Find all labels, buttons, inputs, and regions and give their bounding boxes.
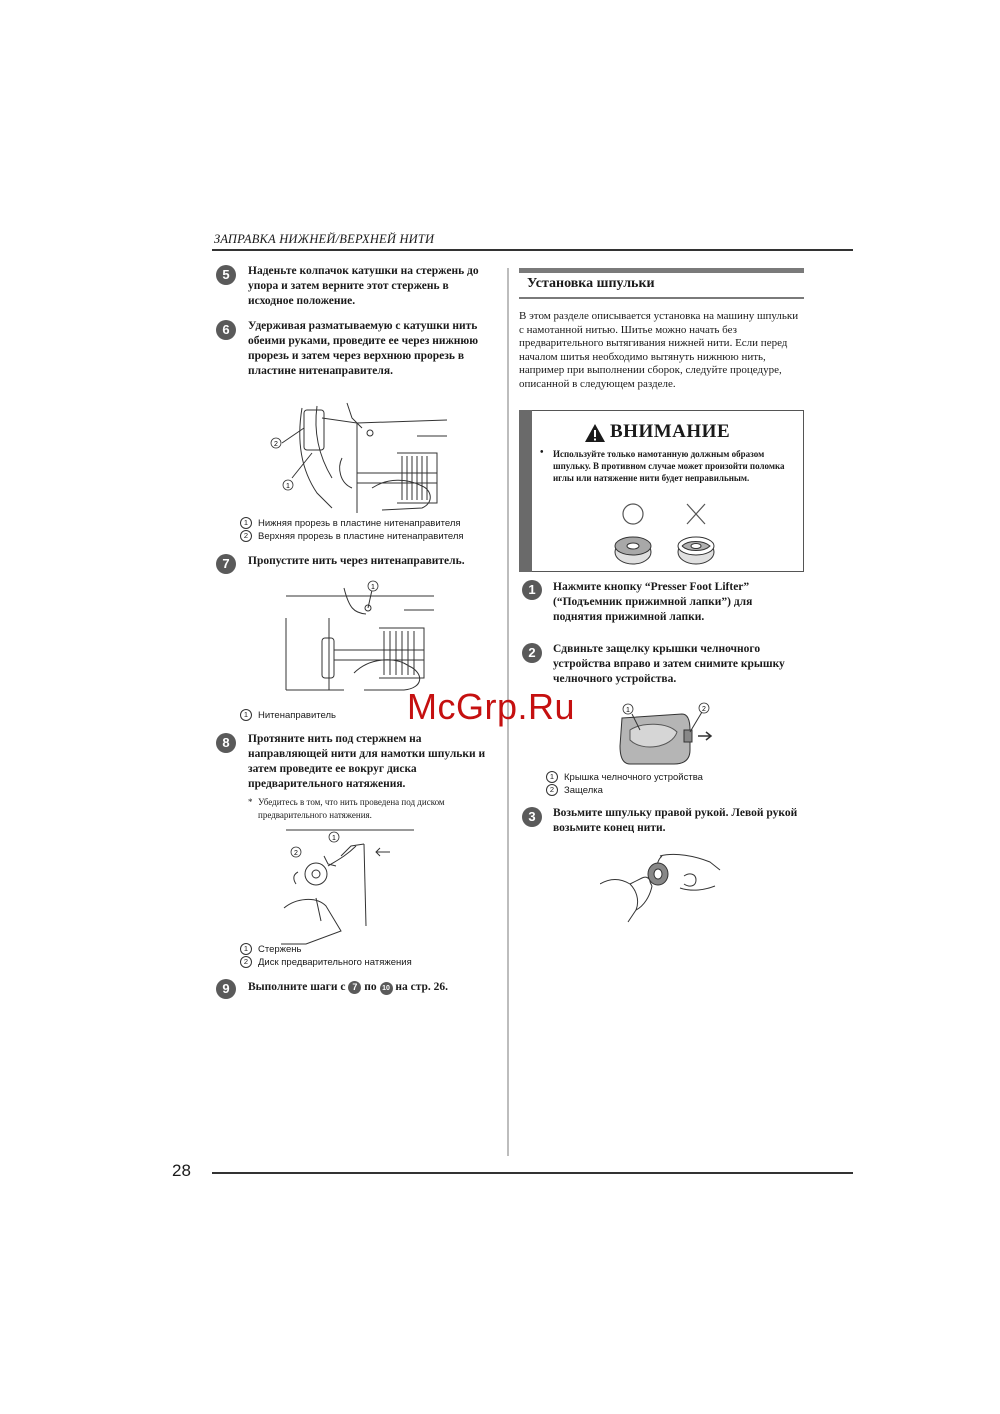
holding-bobbin-illustration <box>600 848 722 924</box>
step-9-to-badge: 10 <box>380 982 393 995</box>
warning-title: ВНИМАНИЕ <box>610 421 731 442</box>
header-rule <box>212 249 853 251</box>
figure-6-caption-1 <box>240 517 500 530</box>
warning-bullet: • <box>540 447 544 458</box>
incorrect-bobbin-icon <box>678 537 714 564</box>
svg-text:2: 2 <box>274 441 278 448</box>
bobbin-cover-illustration <box>612 700 718 768</box>
page-header-title: ЗАПРАВКА НИЖНЕЙ/ВЕРХНЕЙ НИТИ <box>214 232 435 246</box>
warning-triangle-icon <box>584 423 606 443</box>
caption-text: Нижняя прорезь в пластине нитенаправителя <box>258 518 461 529</box>
footer-rule <box>212 1172 853 1174</box>
step-1-text: Нажмите кнопку “Presser Foot Lifter” (“Подъемник прижимной лапки”) для поднятия прижимной лапки. <box>553 581 753 623</box>
step-8-text: Протяните нить под стержнем на направляющей нити для намотки шпульки и затем проведите ее вокруг диска предварительного натяжения. <box>248 733 486 790</box>
caption-number: 2 <box>240 956 252 968</box>
thread-guide-plate-illustration <box>262 398 452 516</box>
caption-text: Крышка челночного устройства <box>564 772 703 783</box>
step-7-text: Пропустите нить через нитенаправитель. <box>248 555 465 567</box>
section-bar-top <box>519 268 804 273</box>
step-9-prefix: Выполните шаги с <box>248 981 346 993</box>
step-5-badge: 5 <box>216 265 236 285</box>
step-8-note: Убедитесь в том, что нить проведена под диском предварительного натяжения. <box>258 797 445 820</box>
caption-text: Защелка <box>564 785 603 796</box>
caption-text: Нитенаправитель <box>258 710 336 721</box>
step-8-note-mark: * <box>248 797 253 807</box>
step-9-text <box>248 980 493 995</box>
step-5-text: Наденьте колпачок катушки на стержень до упора и затем верните этот стержень в исходное положение. <box>248 265 479 307</box>
correct-bobbin-icon <box>615 537 651 564</box>
figure-8-caption-2 <box>240 956 500 969</box>
step-7-badge: 7 <box>216 554 236 574</box>
step-9-suffix: на стр. 26. <box>395 981 449 993</box>
caption-number: 1 <box>240 943 252 955</box>
incorrect-cross-icon <box>687 504 705 524</box>
page-number: 28 <box>172 1161 191 1180</box>
svg-text:1: 1 <box>332 835 336 842</box>
caption-number: 1 <box>240 709 252 721</box>
bobbin-comparison-illustration <box>608 500 718 568</box>
section-bar-bottom <box>519 297 804 299</box>
figure-2-caption-2 <box>546 784 796 797</box>
step-9-badge: 9 <box>216 979 236 999</box>
svg-text:2: 2 <box>702 706 706 713</box>
caption-text: Верхняя прорезь в пластине нитенаправителя <box>258 531 464 542</box>
svg-text:2: 2 <box>294 850 298 857</box>
figure-6-caption-2 <box>240 530 500 543</box>
step-6-badge: 6 <box>216 320 236 340</box>
caption-text: Диск предварительного натяжения <box>258 957 412 968</box>
svg-text:1: 1 <box>371 584 375 591</box>
caption-number: 2 <box>240 530 252 542</box>
thread-guide-illustration <box>284 578 444 700</box>
step-9-from-badge: 7 <box>348 981 361 994</box>
section-intro: В этом разделе описывается установка на машину шпульки с намотанной нитью. Шитье можно начать без предварительного вытягивания нижней нити. Если перед началом шитья необходимо вытянуть нижнюю нить, например при выполнении сборок, следуйте процедуре, описанной в следующем разделе. <box>519 310 799 390</box>
caption-number: 1 <box>546 771 558 783</box>
step-2-text: Сдвиньте защелку крышки челночного устройства вправо и затем снимите крышку челночного устройства. <box>553 643 785 685</box>
pretension-disc-illustration <box>266 826 416 946</box>
svg-text:1: 1 <box>286 483 290 490</box>
step-8-badge: 8 <box>216 733 236 753</box>
step-2-badge: 2 <box>522 643 542 663</box>
step-3-text: Возьмите шпульку правой рукой. Левой рукой возьмите конец нити. <box>553 807 798 834</box>
caption-number: 1 <box>240 517 252 529</box>
step-9-mid: по <box>364 981 377 993</box>
step-1-badge: 1 <box>522 580 542 600</box>
warning-text: Используйте только намотанную должным образом шпульку. В противном случае может произойти поломка иглы или натяжение нити будет неправильным. <box>553 449 785 483</box>
figure-8-caption-1 <box>240 943 500 956</box>
section-title: Установка шпульки <box>527 276 655 291</box>
warning-side-bar <box>519 410 532 572</box>
correct-circle-icon <box>623 504 643 524</box>
svg-text:1: 1 <box>626 707 630 714</box>
figure-2-caption-1 <box>546 771 796 784</box>
step-3-badge: 3 <box>522 807 542 827</box>
caption-number: 2 <box>546 784 558 796</box>
step-6-text: Удерживая разматываемую с катушки нить обеими руками, проведите ее через нижнюю прорезь и затем через верхнюю прорезь в пластине нитенаправителя. <box>248 320 478 377</box>
watermark: McGrp.Ru <box>407 686 576 727</box>
caption-text: Стержень <box>258 944 302 955</box>
